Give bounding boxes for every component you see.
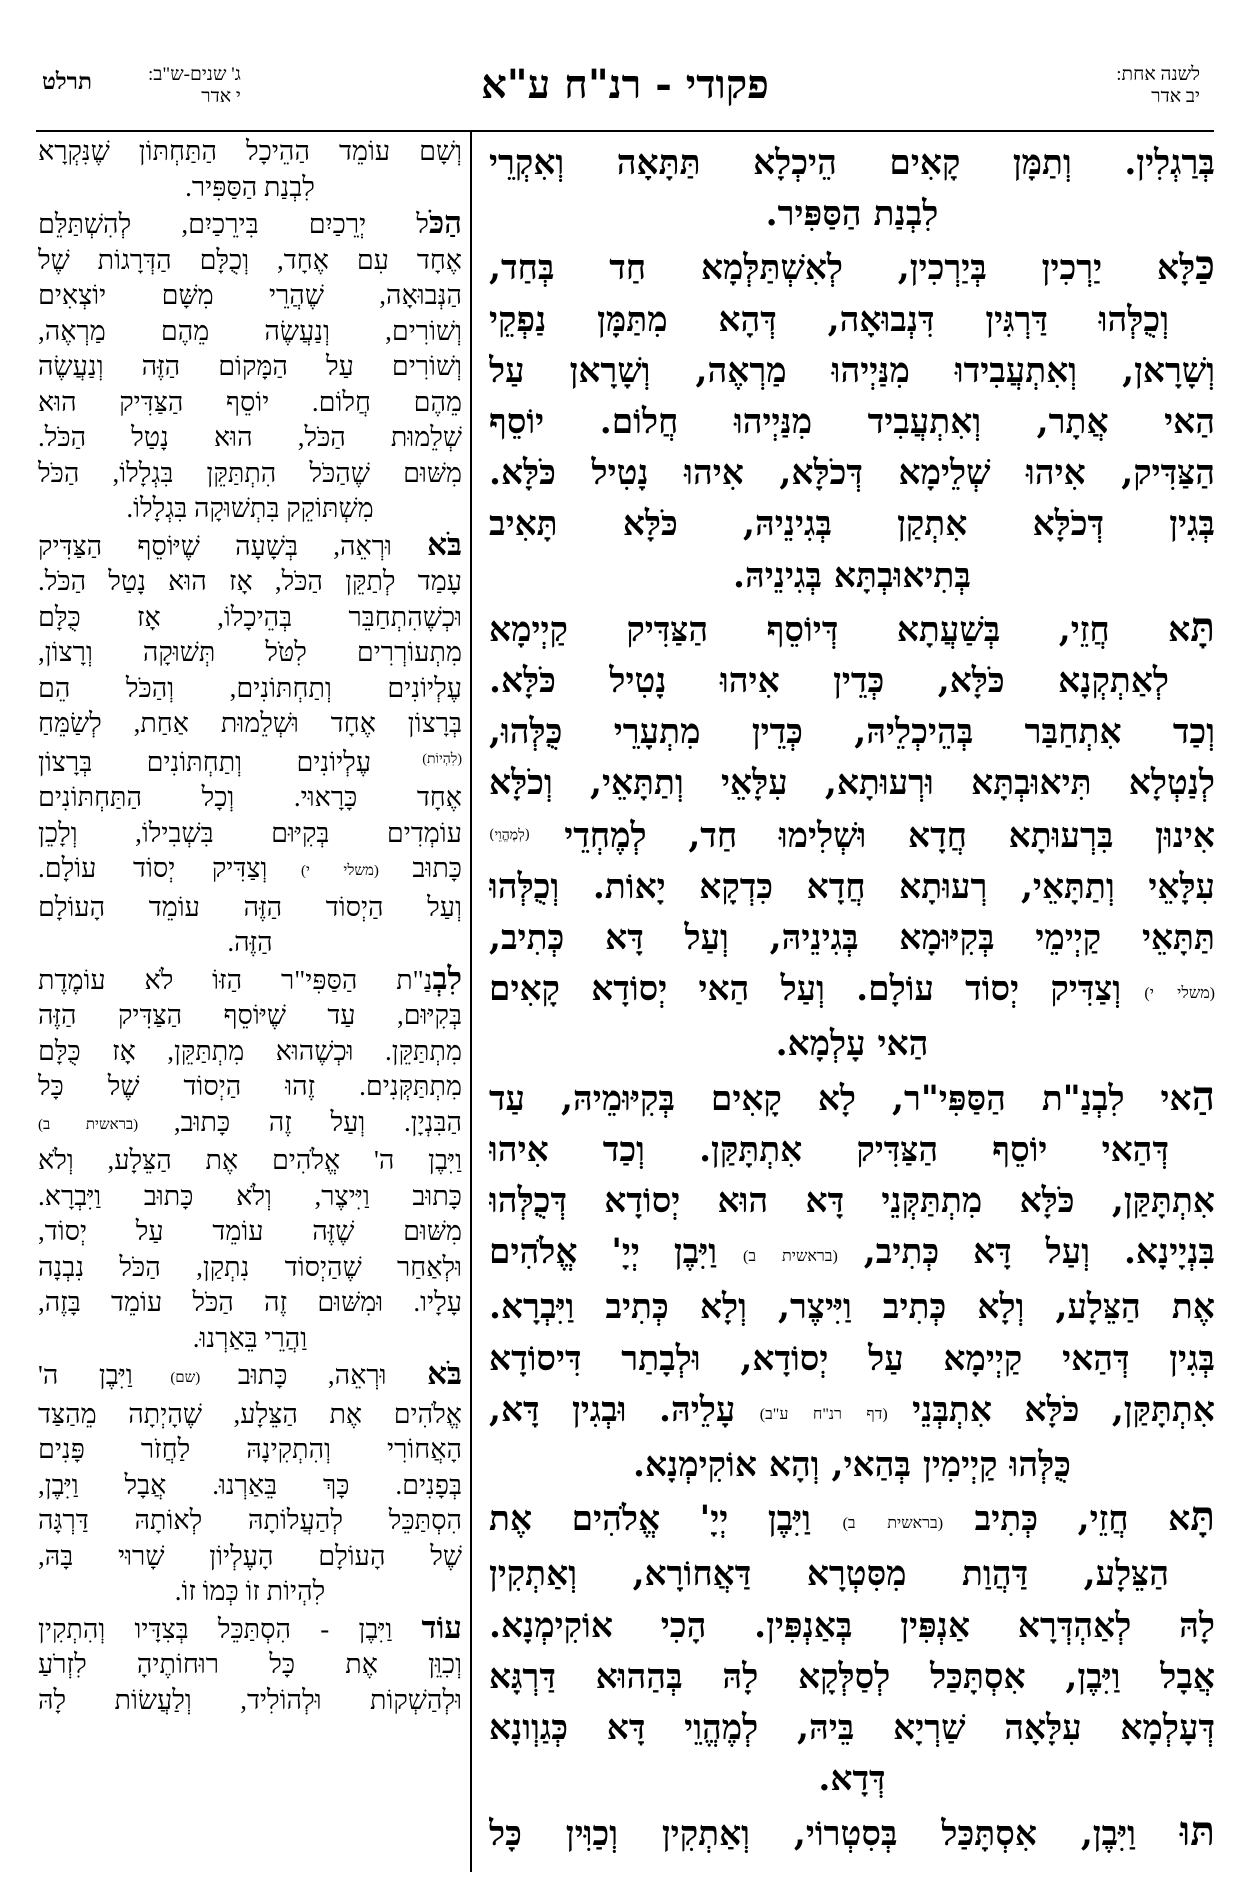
line-text: כֻּלְּהוּ קַיְימִין בְּהַאי, וְהָא אוֹקִימְנָא. [633,1445,1071,1486]
line-text: בְּגִין דְּכֹלָּא אִתְקַן בְּגִינֵיהּ, כֹּלָּא תָּאִיב [489,504,1215,545]
text-line [489,1491,1215,1549]
text-line [38,1250,462,1286]
line-text-continued: וְצַדִּיק יְסוֹד עוֹלָם. [38,853,268,883]
text-line [38,1468,462,1504]
text-line [38,491,462,527]
text-line [38,851,462,890]
paragraph-lead-word: כַּ [1195,241,1215,290]
line-text: וּרְאֵה, כָּתוּב [237,1360,428,1390]
text-line [489,1176,1215,1227]
text-line [38,205,462,243]
text-line [489,295,1215,346]
three-year-label: ג' שנים-ש"ב: [148,64,241,85]
paragraph-lead-word: הַכֹּ [428,205,462,240]
text-line [38,1285,462,1321]
line-text: עִלָּאֵי וְתַתָּאֵי, רְעוּתָא חֲדָא כִּדְקָא יָאוֹת. וְכֻלְּהוּ [489,866,1215,907]
line-text: וַיִּבֶן, אִסְתָּכַּל בְּסִטְרוֹי, וְאַתְקִין וְכַוִּין כָּל [489,1813,1180,1854]
one-year-date: יב אדר [1151,86,1200,107]
text-line [38,671,462,707]
text-line [38,243,462,279]
line-text: וְצַדִּיק יְסוֹד עוֹלָם. וְעַל הַאי יְסוֹדָא קָאִים [489,969,1122,1010]
line-text: בְּפָנִים. כָּךְ בֵּאַרְנוּ. אֲבָל וַיִּבֶן, [38,1469,462,1500]
text-line [38,1397,462,1433]
scripture-reference: (בראשית ב) [38,1116,174,1133]
line-text: וְעַל הַיְסוֹד הַזֶּה עוֹמֵד הָעוֹלָם [38,891,462,922]
line-text: דְּדָא. [818,1759,886,1800]
line-text: מֵהֶם חֲלוֹם. יוֹסֵף הַצַּדִּיק הוּא [38,386,462,417]
one-year-schedule [1116,64,1200,108]
text-line [489,1549,1215,1600]
line-text: דְּעָלְמָא עִלָּאָה שַׁרְיָא בֵּיהּ, לְמֶהֱוֵי דָּא כְּגַוְונָא [489,1708,1215,1749]
line-text: בְּרָצוֹן אֶחָד וּשְׁלֵמוּת אַחַת, לְשַׂמֵּחַ [38,708,462,738]
paragraph-lead-word: תָּ [1190,602,1215,651]
line-text: הָאֲחוֹרִי וְהִתְקִינָהּ לַחֲזֹר פָּנִים [38,1434,462,1464]
line-text: מִשְׁתּוֹקֵק בִּתְשׁוּקָה בִּגְלָלוֹ. [126,493,374,523]
text-line [38,134,462,170]
text-line [38,706,462,742]
line-text: הַאי אֲתָר, וְאִתְעֲבִיד מִנַּיְיהוּ חֲלוֹם. יוֹסֵף [489,402,1215,443]
text-line [38,816,462,852]
text-line [489,240,1215,294]
paragraph-lead-word: לִבְ [432,960,462,996]
line-text: הִסְתַּכֵּל לְהַעֲלוֹתָהּ לְאוֹתָהּ דַּרְגָּה [38,1505,462,1535]
line-text-continued: וַיִּבֶן יְיָ' אֱלֹהִים אֶת [489,1499,811,1540]
line-text: וּלְאַחַר שֶׁהַיְסוֹד נִתְקַן, הַכֹּל נִבְנָה [38,1251,462,1282]
text-line [489,707,1215,758]
line-text: וּלְהַשְׁקוֹת וּלְהוֹלִיד, וְלַעֲשׂוֹת לָהּ [38,1684,462,1715]
text-line [38,1432,462,1468]
line-text: לְנַטְלָא תִּיאוּבְתָּא וּרְעוּתָא, עִלָּאֵי וְתַתָּאֵי, וְכֹלָּא [489,763,1215,804]
line-text: אי לִבְנַ"ת הַסַּפִּי"ר, לָא קָאִים בְּקִיּוּמֵיהּ, עַד [489,1078,1192,1119]
line-text: עָלָיו. וּמִשּׁוּם זֶה הַכֹּל עוֹמֵד בָּזֶה, [38,1287,462,1317]
line-text: וַיִּבֶן ה' אֱלֹהִים אֶת הַצֵּלָע, וְלֹא [38,1145,462,1175]
text-line [489,1019,1215,1070]
page-header [36,58,1214,128]
line-text: בִּנְיָינָא. וְעַל דָּא כְּתִיב, [863,1232,1215,1273]
paragraph-lead-word: בֹּא [427,526,462,562]
text-line [38,1574,462,1610]
scripture-reference: (בראשית ב) [810,1515,975,1533]
text-line [489,1227,1215,1282]
text-line [489,1806,1215,1860]
line-text: שֶׁל הָעוֹלָם הָעֶלְיוֹן שָׁרוּי בָּהּ, [38,1540,462,1571]
line-text: עֶלְיוֹנִים וְתַחְתּוֹנִים, וְהַכֹּל הֵם [38,672,462,703]
text-line [489,758,1215,809]
text-line [489,1385,1215,1440]
text-line [38,635,462,671]
text-line [489,656,1215,707]
line-text: אִתְתָּקַּן, כֹּלָּא מִתְתַּקְּנֵי דָּא הוּא יְסוֹדָא דְּכֻלְּהוּ [489,1181,1215,1222]
one-year-label: לשנה אחת: [1116,64,1200,85]
line-text: וַהֲרֵי בֵּאַרְנוּ. [192,1322,308,1353]
scripture-reference: (שם) [132,1370,238,1386]
line-text: ל יְרֵכַיִם בִּירֵכַיִם, לְהִשְׁתַּלֵּם [38,209,429,239]
column-divider [470,132,472,1872]
text-line [489,810,1215,862]
page-title: פקודי - רנ"ח ע"א [481,61,769,108]
paragraph-lead-word: עוֹד [421,1609,462,1645]
text-line [38,600,462,636]
text-line [489,964,1215,1019]
text-line [38,1356,462,1397]
line-text-continued: וַיִּבֶן ה' [38,1360,133,1390]
line-text-continued: עָלֵיהּ. וּבְגִין דָּא, [489,1389,736,1430]
text-line [38,742,462,781]
text-line [38,780,462,816]
line-text: תַּתָּאֵי קַיְימֵי בְּקִיּוּמָא בְּגִינֵיהּ, וְעַל דָּא כְּתִיב, [489,918,1215,959]
line-text: לִבְנַת הַסַּפִּיר. [185,171,315,202]
line-text: אֶחָד עִם אֶחָד, וְכֻלָּם הַדְּרָגוֹת שֶׁל [38,244,462,275]
text-line [38,1143,462,1179]
paragraph-lead-word: בֹּא [427,1356,462,1391]
text-line [38,1503,462,1539]
line-text: הַאי עָלְמָא. [775,1024,929,1065]
line-text: כָּתוּב [412,853,462,883]
line-text: אֱלֹהִים אֶת הַצֵּלָע, שֶׁהָיְתָה מֵהַצַּד [38,1398,462,1429]
three-year-date: י אדר [201,86,241,107]
line-text: בְּקִיּוּם, עַד שֶׁיּוֹסֵף הַצַּדִּיק הַזֶּה [38,1000,462,1030]
hebrew-translation-column [38,134,462,1868]
text-line [38,998,462,1034]
text-line [38,1069,462,1105]
scripture-reference: (בראשית ב) [717,1248,864,1266]
scripture-reference: (משלי י) [1121,985,1215,1003]
line-text: מִתְתַּקֵּן. וּכְשֶׁהוּא מִתְתַּקֵּן, אָז כֻּלָּם [38,1035,462,1066]
text-line [489,1125,1215,1176]
scripture-reference: (דף רנ"ח ע"ב) [735,1405,913,1423]
text-line [489,862,1215,913]
line-text: אִינוּן בִּרְעוּתָא חֲדָא וּשְׁלִימוּ חַד, לְמֶחְדֵי [564,815,1215,856]
three-year-schedule [148,64,241,108]
text-line [38,1034,462,1070]
line-text: א חֲזֵי, בְּשַׁעֲתָא דְּיוֹסֵף הַצַּדִּיק קַיְימָא [489,609,1191,650]
paragraph-lead-word: תָּ [1190,1492,1215,1541]
line-text: בְּרַגְלִין. וְתַמָּן קָאִים הֵיכְלָא תַּתָּאָה וְאִקְרֵי [489,143,1215,183]
text-line [38,1321,462,1357]
line-text: עָמַד לְתַקֵּן הַכֹּל, אָז הוּא נָטַל הַכֹּל. [38,566,462,596]
line-text: וְכִוֵּן אֶת כָּל רוּחוֹתֶיהָ לִזְרֹעַ [38,1649,462,1679]
line-text: כָּתוּב וַיִּיצֶר, וְלֹא כָּתוּב וַיִּבְרָא. [38,1180,462,1211]
line-text: וְשׁוֹרִים, וְנַעֲשֶׂה מֵהֶם מַרְאֶה, [38,315,462,346]
line-text: שְׁלֵמוּת הַכֹּל, הוּא נָטַל הַכֹּל. [38,422,462,452]
line-text: לִהְיוֹת זוֹ כְּמוֹ זוֹ. [174,1576,326,1606]
line-text: מִתְתַּקְּנִים. זֶהוּ הַיְסוֹד שֶׁל כָּל [38,1071,462,1101]
text-line [489,1754,1215,1805]
line-text: הַנְּבוּאָה, שֶׁהֲרֵי מִשָּׁם יוֹצְאִים [38,280,462,310]
text-line [38,314,462,350]
paragraph-lead-word: הַ [1191,1071,1215,1120]
text-line [489,1334,1215,1385]
text-line [38,278,462,314]
text-line [489,551,1215,602]
text-line [489,1601,1215,1652]
text-line [38,1214,462,1250]
text-line [38,1539,462,1575]
line-text: לִבְנַת הַסַּפִּיר. [765,194,939,235]
line-text: וְשׁוֹרִים עַל הַמָּקוֹם הַזֶּה וְנַעֲשֶׂה [38,351,462,381]
line-text-continued: וַיִּבֶן יְיָ' אֱלֹהִים [489,1232,718,1273]
page-number: תרלט [42,68,92,95]
text-line [38,564,462,600]
line-text: אֶחָד כָּרָאוּי. וְכָל הַתַּחְתּוֹנִים [38,782,462,812]
text-line [489,1071,1215,1125]
text-line [489,1652,1215,1703]
line-text: הַבִּנְיָן. וְעַל זֶה כָּתוּב, [173,1106,462,1137]
text-line [38,1683,462,1719]
scripture-reference: (משלי י) [267,863,413,879]
line-text: לָהּ לְאַהְדְּרָא אַנְפִּין בְּאַנְפִּין. הָכִי אוֹקִימְנָא. [489,1605,1215,1646]
text-line [38,890,462,926]
line-text: הַצֵּלָע, דַּהֲוַת מִסִּטְרָא דַּאֲחוֹרָא, וְאַתְקִין [489,1554,1169,1595]
line-text: וַיִּבֶן - הִסְתַּכֵּל בְּצִדָּיו וְהִתְקִין [38,1613,422,1644]
text-line [38,420,462,456]
text-line [38,170,462,206]
text-line [489,448,1215,499]
line-text: נַ"ת הַסַּפִּי"ר הַזּוֹ לֹא עוֹמֶדֶת [38,964,433,995]
text-line [489,1282,1215,1333]
alt-reading-note: (לִהְיוֹת) [371,751,462,767]
text-line [489,138,1215,189]
text-line [489,499,1215,550]
line-text: אִתְתָּקַּן, כֹּלָּא אִתְבְּנֵי [912,1389,1215,1430]
text-line [489,346,1215,397]
line-text: אֲבָל וַיִּבֶן, אִסְתָּכַּל לְסַלְּקָא לָהּ בְּהַהוּא דַּרְגָּא [489,1656,1215,1697]
text-line [38,961,462,999]
line-text: מִשּׁוּם שֶׁזֶּה עוֹמֵד עַל יְסוֹד, [38,1216,462,1246]
line-text: עֶלְיוֹנִים וְתַחְתּוֹנִים בְּרָצוֹן [38,746,372,777]
text-line [38,385,462,421]
zohar-aramaic-text-column [489,138,1215,1868]
line-text: מִתְעוֹרְרִים לִטֹּל תְּשׁוּקָה וְרָצוֹן, [38,637,462,667]
line-text: בְּתִיאוּבְתָּא בְּגִינֵיהּ. [733,555,971,596]
text-line [38,1105,462,1144]
line-text: הַזֶּה. [227,927,273,957]
text-line [489,1440,1215,1491]
line-text: וּכְשֶׁהִתְחַבֵּר בְּהֵיכָלוֹ, אָז כֻּלָּם [38,601,462,632]
header-rule [36,130,1214,132]
line-text: בְּגִין דְּהַאי קַיְימָא עַל יְסוֹדָא, וּלְבָתַר דִּיסוֹדָא [489,1338,1215,1379]
line-text: לָּא יַרְכִין בְּיַרְכִין, לְאִשְׁתַּלְּמָא חַד בְּחַד, [489,248,1196,289]
line-text: וּרְאֵה, בְּשָׁעָה שֶׁיּוֹסֵף הַצַּדִּיק [38,530,428,561]
line-text: וְכֻלְּהוּ דַּרְגִּין דִּנְבוּאָה, דְּהָא מִתַּמָּן נַפְקֵי [489,299,1169,340]
text-line [38,456,462,492]
text-line [489,189,1215,240]
line-text: וְשָׁם עוֹמֵד הַהֵיכָל הַתַּחְתּוֹן שֶׁנִּקְרָא [38,136,462,166]
line-text: הַצַּדִּיק, אִיהוּ שְׁלֵימָא דְּכֹלָּא, אִיהוּ נָטִיל כֹּלָּא. [489,453,1215,494]
text-line [38,1179,462,1215]
line-text: עוֹמְדִים בְּקִיּוּם בִּשְׁבִילוֹ, וְלָכֵן [38,817,462,848]
text-line [489,913,1215,964]
line-text: דְּהַאי יוֹסֵף הַצַּדִּיק אִתְתָּקַּן. וְכַד אִיהוּ [489,1129,1169,1170]
paragraph-lead-word: תּוּ [1179,1806,1215,1855]
line-text: אֶת הַצֵּלָע, וְלָא כְּתִיב וַיִּיצֶר, וְלָא כְּתִיב וַיִּבְרָא. [489,1287,1215,1328]
text-line [489,602,1215,656]
line-text: מִשּׁוּם שֶׁהַכֹּל הִתְתַּקֵּן בִּגְלָלוֹ, הַכֹּל [38,457,462,488]
text-line [38,1647,462,1683]
line-text: וְשָׁרָאן, וְאִתְעֲבִידוּ מִנַּיְיהוּ מַרְאֶה, וְשָׁרָאן עַל [489,350,1215,391]
text-line [38,1610,462,1648]
alt-reading-note: (לְמֶהֱוֵי) [489,826,565,843]
line-text: א חֲזֵי, כְּתִיב [974,1499,1191,1540]
line-text: לְאַתְקְנָא כֹּלָּא, כְּדֵין אִיהוּ נָטִיל כֹּלָּא. [489,661,1169,702]
line-text: וְכַד אִתְחַבַּר בְּהֵיכְלֵיהּ, כְּדֵין מִתְעָרֵי כֻּלְּהוּ, [489,712,1215,753]
text-line [38,925,462,961]
text-line [38,349,462,385]
text-line [489,397,1215,448]
text-line [489,1703,1215,1754]
text-line [38,527,462,565]
